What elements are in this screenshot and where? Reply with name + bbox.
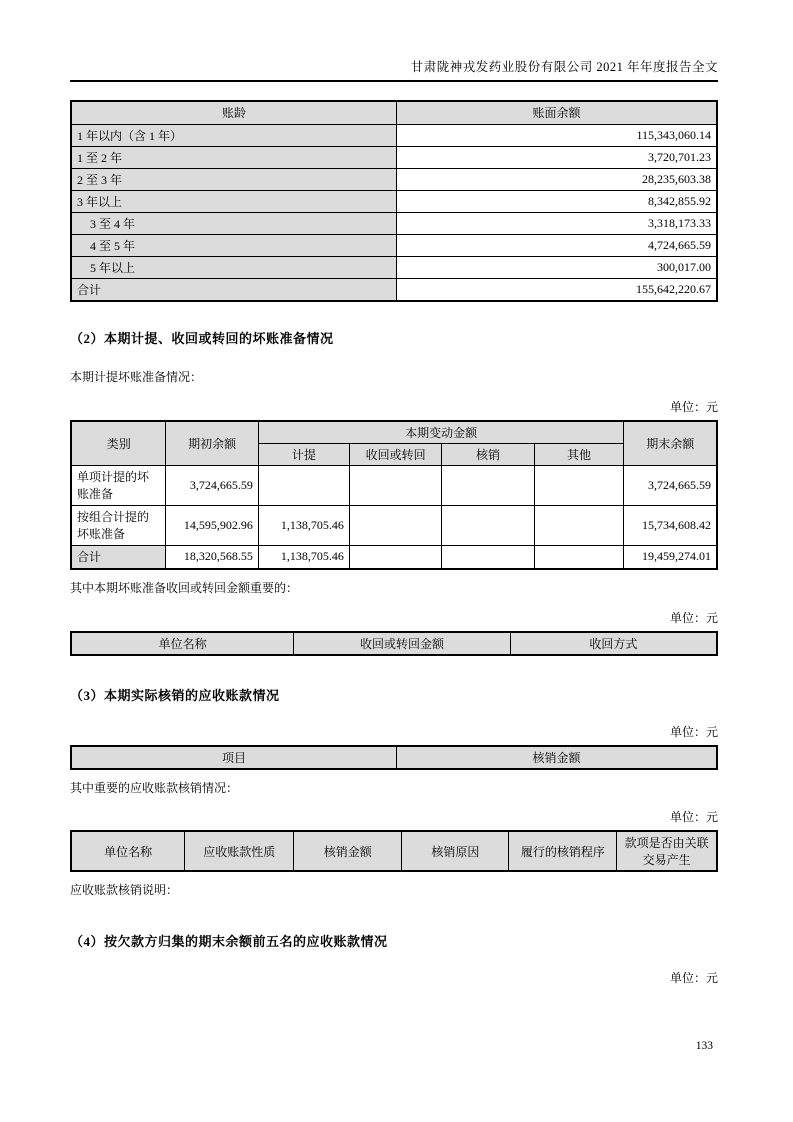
writeoff-project-table (70, 745, 718, 770)
page-content (70, 0, 718, 986)
section-3-heading: （3）本期实际核销的应收账款情况 (70, 688, 280, 703)
row-label: 2 至 3 年 (71, 168, 397, 190)
opening-balance-column-header: 期初余额 (166, 421, 258, 466)
recovery-note: 其中本期坏账准备收回或转回金额重要的： (70, 581, 299, 595)
cell-value: 15,734,608.42 (624, 505, 717, 545)
cell-value: 18,320,568.55 (166, 545, 258, 569)
unit-name-column-header: 单位名称 (71, 632, 294, 655)
cell-value: 14,595,902.96 (166, 505, 258, 545)
cell-value (534, 505, 624, 545)
cell-value: 155,642,220.67 (397, 278, 717, 301)
cell-value (349, 505, 441, 545)
table-total-row (71, 545, 717, 569)
unit-label: 单位：元 (669, 399, 718, 414)
table-header-row (71, 831, 717, 871)
cell-value (442, 545, 534, 569)
row-label: 3 至 4 年 (71, 212, 397, 234)
row-label: 单项计提的坏账准备 (71, 465, 166, 505)
balance-column-header: 账面余额 (397, 101, 717, 124)
provision-table (70, 420, 718, 571)
cell-value: 3,720,701.23 (397, 146, 717, 168)
table-row (71, 256, 717, 278)
item-column-header: 项目 (71, 746, 397, 769)
page-number: 133 (695, 1040, 713, 1052)
row-label: 1 至 2 年 (71, 146, 397, 168)
row-label: 3 年以上 (71, 190, 397, 212)
cell-value: 3,724,665.59 (624, 465, 717, 505)
table-row (71, 168, 717, 190)
report-header-title: 甘肃陇神戎发药业股份有限公司 2021 年年度报告全文 (70, 0, 718, 82)
table-row (71, 124, 717, 146)
aging-table (70, 100, 718, 302)
table-row (71, 146, 717, 168)
cell-value: 1,138,705.46 (258, 545, 349, 569)
table-row (71, 212, 717, 234)
cell-value: 8,342,855.92 (397, 190, 717, 212)
section-4-heading: （4）按欠款方归集的期末余额前五名的应收账款情况 (70, 934, 388, 949)
writeoff-amount-column-header: 核销金额 (397, 746, 717, 769)
writeoff-reason-column-header: 核销原因 (402, 831, 509, 871)
row-label: 5 年以上 (71, 256, 397, 278)
closing-balance-column-header: 期末余额 (624, 421, 717, 466)
table-header-row (71, 746, 717, 769)
period-change-group-header: 本期变动金额 (258, 421, 624, 444)
accrual-column-header: 计提 (258, 443, 349, 465)
cell-value (349, 465, 441, 505)
table-total-row (71, 278, 717, 301)
table-row (71, 234, 717, 256)
cell-value: 300,017.00 (397, 256, 717, 278)
unit-label: 单位：元 (669, 611, 718, 625)
cell-value (349, 545, 441, 569)
table-header-row (71, 421, 717, 444)
table-row (71, 465, 717, 505)
receivable-nature-column-header: 应收账款性质 (185, 831, 294, 871)
table-header-row (71, 632, 717, 655)
section-2-heading: （2）本期计提、收回或转回的坏账准备情况 (70, 330, 334, 346)
cell-value (258, 465, 349, 505)
cell-value: 115,343,060.14 (397, 124, 717, 146)
recover-method-column-header: 收回方式 (510, 632, 717, 655)
important-writeoff-table (70, 830, 718, 872)
row-label: 合计 (71, 278, 397, 301)
cell-value (442, 505, 534, 545)
cell-value: 1,138,705.46 (258, 505, 349, 545)
cell-value: 3,318,173.33 (397, 212, 717, 234)
writeoff-explanation-note: 应收账款核销说明： (70, 883, 179, 897)
cell-value (534, 545, 624, 569)
recovery-table (70, 631, 718, 656)
writeoff-column-header: 核销 (442, 443, 534, 465)
cell-value: 28,235,603.38 (397, 168, 717, 190)
unit-label: 单位：元 (669, 971, 718, 985)
table-row (71, 190, 717, 212)
row-label: 4 至 5 年 (71, 234, 397, 256)
cell-value (442, 465, 534, 505)
unit-name-column-header: 单位名称 (71, 831, 185, 871)
important-writeoff-note: 其中重要的应收账款核销情况： (70, 781, 239, 795)
table-header-row (71, 101, 717, 124)
cell-value (534, 465, 624, 505)
cell-value: 19,459,274.01 (624, 545, 717, 569)
writeoff-amount-column-header: 核销金额 (294, 831, 402, 871)
unit-label: 单位：元 (669, 810, 718, 824)
other-column-header: 其他 (534, 443, 624, 465)
cell-value: 4,724,665.59 (397, 234, 717, 256)
category-column-header: 类别 (71, 421, 166, 466)
recover-column-header: 收回或转回 (349, 443, 441, 465)
row-label: 按组合计提的坏账准备 (71, 505, 166, 545)
recover-amount-column-header: 收回或转回金额 (294, 632, 510, 655)
writeoff-procedure-column-header: 履行的核销程序 (509, 831, 617, 871)
row-label: 合计 (71, 545, 166, 569)
table-row (71, 505, 717, 545)
row-label: 1 年以内（含 1 年） (71, 124, 397, 146)
aging-column-header: 账龄 (71, 101, 397, 124)
unit-label: 单位：元 (669, 725, 718, 739)
cell-value: 3,724,665.59 (166, 465, 258, 505)
related-transaction-column-header: 款项是否由关联交易产生 (617, 831, 717, 871)
section-2-intro: 本期计提坏账准备情况： (70, 369, 203, 384)
